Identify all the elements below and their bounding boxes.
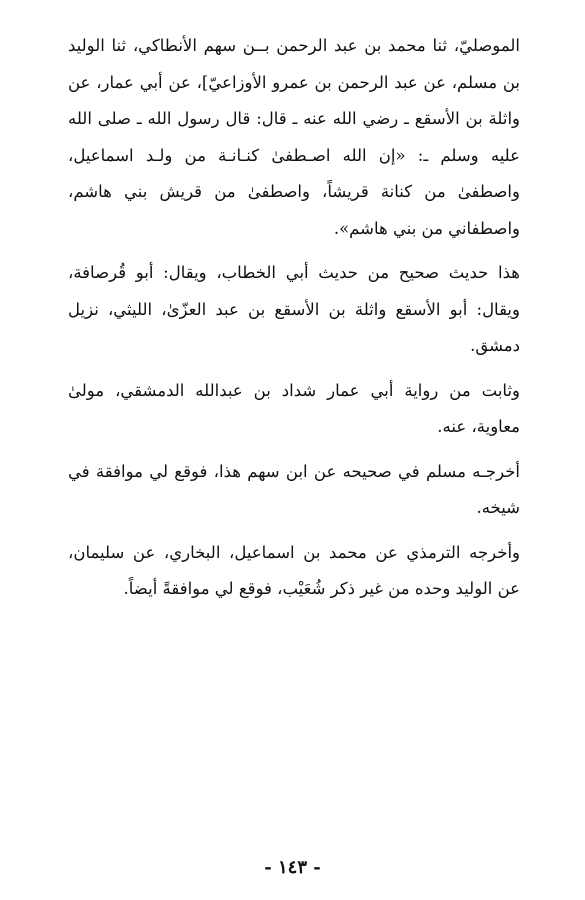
paragraph-narration: وثابت من رواية أبي عمار شداد بن عبدالله الدمشقي، مولىٰ معاوية، عنه. <box>68 380 520 436</box>
page-body <box>68 28 520 608</box>
page-number: - ١٤٣ - <box>264 857 321 878</box>
paragraph-grading: هذا حديث صحيح من حديث أبي الخطاب، ويقال: أبو قُرصافة، ويقال: أبو الأسقع واثلة بن الأسقع بن عبد العزّىٰ، الليثي، نزيل دمشق. <box>68 263 520 355</box>
paragraph-hadith-isnad: الموصليّ، ثنا محمد بن عبد الرحمن بــن سهم الأنطاكي، ثنا الوليد بن مسلم، عن عبد الرحمن بن عمرو الأوزاعيّ]، عن أبي عمار، عن واثلة بن الأسقع ـ رضي الله عنه ـ قال: قال رسول الله ـ صلى الله عليه وسلم ـ: «إن الله اصـطفىٰ كنـانـة من ولـد اسماعيل، واصطفىٰ من كنانة قريشاً، واصطفىٰ من قريش بني هاشم، واصطفاني من بني هاشم». <box>68 36 520 238</box>
paragraph-muslim: أخرجـه مسلم في صحيحه عن ابن سهم هذا، فوقع لي موافقة في شيخه. <box>68 461 520 517</box>
paragraph-tirmidhi: وأخرجه الترمذي عن محمد بن اسماعيل، البخاري، عن سليمان، عن الوليد وحده من غير ذكر شُعَيْب، فوقع لي موافقةً أيضاً. <box>68 542 520 598</box>
